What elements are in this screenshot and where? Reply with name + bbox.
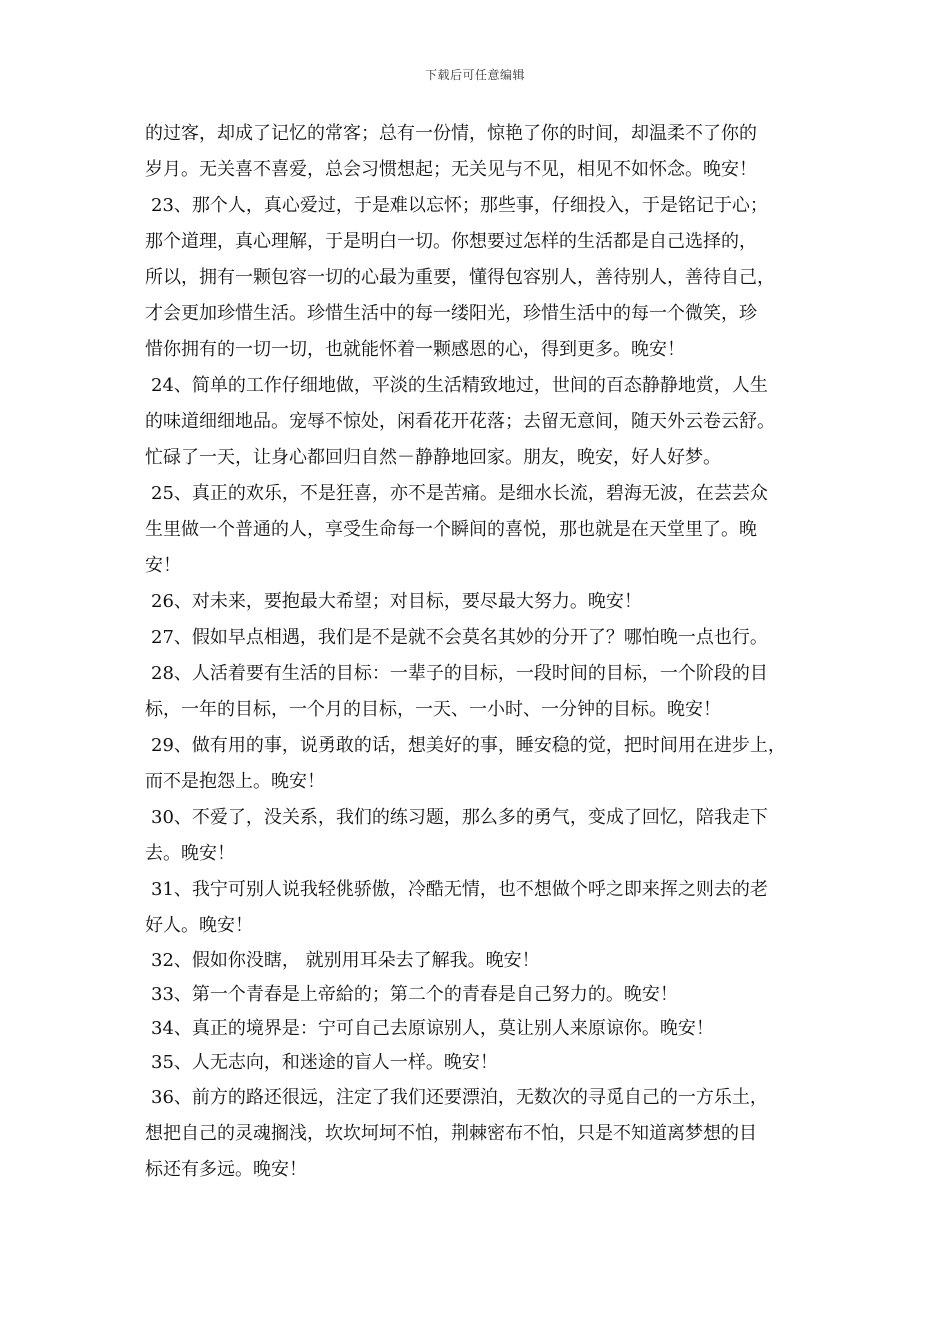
text-line: 24、简单的工作仔细地做，平淡的生活精致地过，世间的百态静静地赏，人生: [151, 375, 768, 396]
text-line: 想把自己的灵魂搁浅，坎坎坷坷不怕，荆棘密布不怕，只是不知道离梦想的目: [145, 1123, 757, 1144]
text-line: 35、人无志向，和迷途的盲人一样。晚安！: [151, 1052, 498, 1073]
text-line: 29、做有用的事，说勇敢的话，想美好的事，睡安稳的觉，把时间用在进步上，: [151, 735, 786, 756]
text-line: 25、真正的欢乐，不是狂喜，亦不是苦痛。是细水长流，碧海无波，在芸芸众: [151, 483, 768, 504]
body-text: [145, 116, 825, 1188]
text-line: 标还有多远。晚安！: [145, 1159, 307, 1180]
text-line: 才会更加珍惜生活。珍惜生活中的每一缕阳光，珍惜生活中的每一个微笑，珍: [145, 303, 757, 324]
text-line: 的过客，却成了记忆的常客；总有一份情，惊艳了你的时间，却温柔不了你的: [145, 123, 757, 144]
text-line: 好人。晚安！: [145, 915, 253, 936]
text-line: 岁月。无关喜不喜爱，总会习惯想起；无关见与不见，相见不如怀念。晚安！: [145, 159, 757, 180]
text-line: 36、前方的路还很远，注定了我们还要漂泊，无数次的寻觅自己的一方乐土，: [151, 1087, 768, 1108]
text-line: 27、假如早点相遇，我们是不是就不会莫名其妙的分开了？哪怕晚一点也行。: [151, 627, 768, 648]
text-line: 34、真正的境界是：宁可自己去原谅别人，莫让别人来原谅你。晚安！: [151, 1018, 714, 1039]
text-line: 所以，拥有一颗包容一切的心最为重要，懂得包容别人，善待别人，善待自己，: [145, 267, 775, 288]
text-line: 的味道细细地品。宠辱不惊处，闲看花开花落；去留无意间，随天外云卷云舒。: [145, 411, 775, 432]
text-line: 28、人活着要有生活的目标：一辈子的目标，一段时间的目标，一个阶段的目: [151, 663, 768, 684]
text-line: 忙碌了一天，让身心都回归自然－静静地回家。朋友，晚安，好人好梦。: [145, 447, 721, 468]
text-line: 生里做一个普通的人，享受生命每一个瞬间的喜悦，那也就是在天堂里了。晚: [145, 519, 757, 540]
page-header: 下载后可任意编辑: [424, 68, 525, 82]
text-line: 23、那个人，真心爱过，于是难以忘怀；那些事，仔细投入，于是铭记于心；: [151, 195, 768, 216]
text-line: 安！: [145, 555, 181, 576]
text-line: 标，一年的目标，一个月的目标，一天、一小时、一分钟的目标。晚安！: [145, 699, 721, 720]
text-line: 惜你拥有的一切一切，也就能怀着一颗感恩的心，得到更多。晚安！: [145, 339, 685, 360]
text-line: 30、不爱了，没关系，我们的练习题，那么多的勇气，变成了回忆，陪我走下: [151, 807, 768, 828]
text-line: 31、我宁可别人说我轻佻骄傲，冷酷无情，也不想做个呼之即来挥之则去的老: [151, 879, 768, 900]
text-line: 26、对未来，要抱最大希望；对目标，要尽最大努力。晚安！: [151, 591, 642, 612]
text-line: 32、假如你没瞎， 就别用耳朵去了解我。晚安！: [151, 950, 540, 971]
text-line: 而不是抱怨上。晚安！: [145, 771, 325, 792]
text-line: 去。晚安！: [145, 843, 235, 864]
text-line: 33、第一个青春是上帝給的；第二个的青春是自己努力的。晚安！: [151, 984, 678, 1005]
text-line: 那个道理，真心理解，于是明白一切。你想要过怎样的生活都是自己选择的，: [145, 231, 757, 252]
